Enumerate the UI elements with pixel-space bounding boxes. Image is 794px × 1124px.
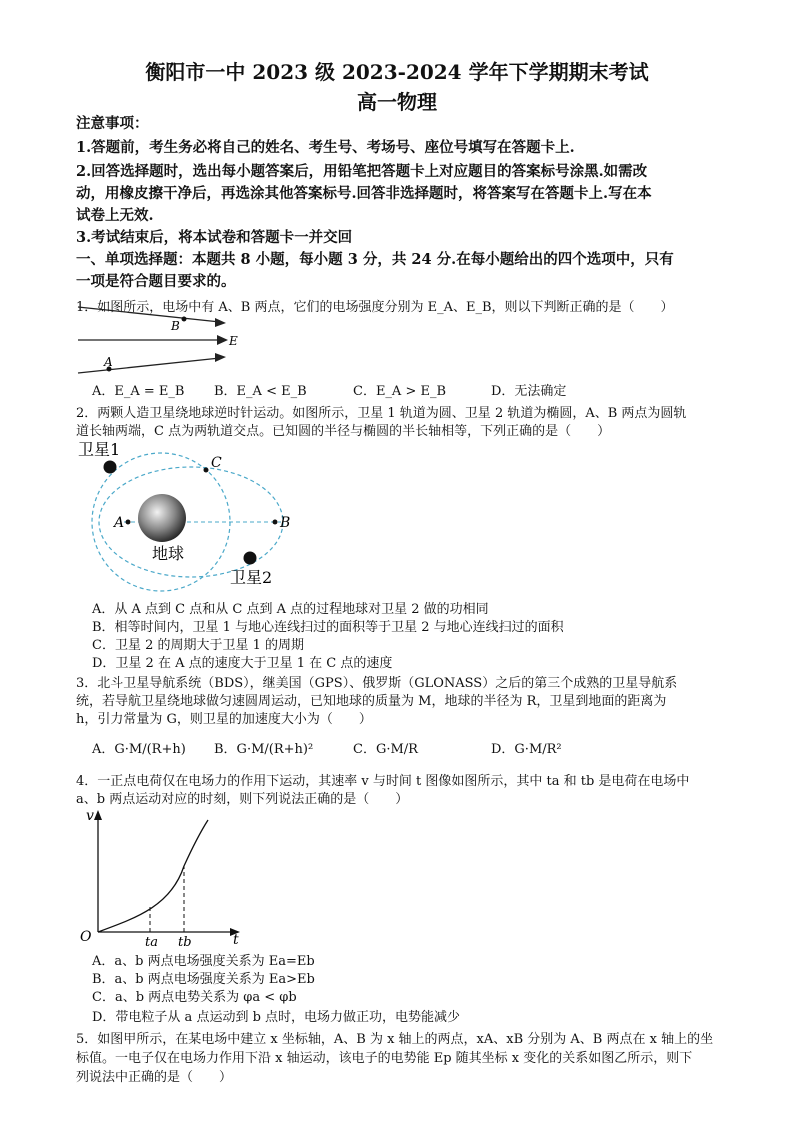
section-1-heading: 一、单项选择题：本题共 8 小题，每小题 3 分，共 24 分.在每小题给出的四个选项中，只有 <box>76 251 674 268</box>
q2-point-b <box>273 520 278 525</box>
q2-sat1-label: 卫星1 <box>78 440 121 459</box>
q5-stem-1: 5．如图甲所示，在某电场中建立 x 坐标轴，A、B 为 x 轴上的两点，xA、xB 分别为 A、B 两点在 x 轴上的坐 <box>76 1032 714 1047</box>
q1-option-a: A．E_A = E_B <box>92 384 185 399</box>
q1-option-b: B．E_A < E_B <box>214 384 307 399</box>
q2-orbit-figure <box>76 436 306 596</box>
q2-label-c: C <box>211 455 222 471</box>
q4-v-label: v <box>86 808 94 824</box>
notes-heading: 注意事项： <box>76 115 149 132</box>
q1-stem: 1．如图所示，电场中有 A、B 两点，它们的电场强度分别为 E_A、E_B，则以下判断正确的是（ ） <box>76 300 674 315</box>
q3-stem-2: 统，若导航卫星绕地球做匀速圆周运动，已知地球的质量为 M，地球的半径为 R，卫星到地面的距离为 <box>76 694 667 709</box>
q2-satellite-2 <box>244 552 257 565</box>
q1-field-figure <box>76 303 246 375</box>
note-2-line-2: 动，用橡皮擦干净后，再选涂其他答案标号.回答非选择题时，将答案写在答题卡上.写在本 <box>76 185 652 202</box>
q2-stem-1: 2．两颗人造卫星绕地球逆时针运动。如图所示，卫星 1 轨道为圆、卫星 2 轨道为椭圆，A、B 两点为圆轨 <box>76 406 687 421</box>
q3-stem-3: h，引力常量为 G，则卫星的加速度大小为（ ） <box>76 712 372 727</box>
q2-label-b: B <box>280 515 291 531</box>
q4-option-d: D．带电粒子从 a 点运动到 b 点时，电场力做正功，电势能减少 <box>92 1010 461 1025</box>
q2-stem-2: 道长轴两端，C 点为两轨道交点。已知圆的半径与椭圆的半长轴相等，下列正确的是（ ） <box>76 424 611 439</box>
exam-subject: 高一物理 <box>357 90 437 114</box>
q1-label-b: B <box>171 319 180 333</box>
q4-stem-2: a、b 两点运动对应的时刻，则下列说法正确的是（ ） <box>76 792 409 807</box>
q2-earth <box>138 494 186 542</box>
q2-label-a: A <box>114 515 125 531</box>
q3-option-d: D．G·M/R² <box>491 742 562 757</box>
note-2-line-3: 试卷上无效. <box>76 207 154 224</box>
q1-label-e: E <box>229 334 238 348</box>
q3-option-c: C．G·M/R <box>353 742 418 757</box>
q1-option-d: D．无法确定 <box>491 384 567 399</box>
q2-satellite-1 <box>104 461 117 474</box>
q2-sat2-label: 卫星2 <box>230 568 273 587</box>
q2-option-b: B．相等时间内，卫星 1 与地心连线扫过的面积等于卫星 2 与地心连线扫过的面积 <box>92 620 564 635</box>
q2-option-d: D．卫星 2 在 A 点的速度大于卫星 1 在 C 点的速度 <box>92 656 393 671</box>
q4-option-c: C．a、b 两点电势关系为 φa < φb <box>92 990 297 1005</box>
q4-vt-graph <box>76 806 246 948</box>
q1-option-c: C．E_A > E_B <box>353 384 447 399</box>
section-1-heading-2: 一项是符合题目要求的。 <box>76 273 236 290</box>
q4-option-a: A．a、b 两点电场强度关系为 Ea=Eb <box>92 954 315 969</box>
q2-option-c: C．卫星 2 的周期大于卫星 1 的周期 <box>92 638 305 653</box>
note-1: 1.答题前，考生务必将自己的姓名、考生号、考场号、座位号填写在答题卡上. <box>76 139 575 156</box>
q4-curve <box>98 820 208 932</box>
q2-point-c <box>204 468 209 473</box>
q4-t-label: t <box>233 932 239 948</box>
q5-stem-3: 列说法中正确的是（ ） <box>76 1070 233 1085</box>
q2-earth-label: 地球 <box>152 544 185 563</box>
note-3: 3.考试结束后，将本试卷和答题卡一并交回 <box>76 229 353 246</box>
q1-point-b <box>182 317 187 322</box>
note-2-line-1: 2.回答选择题时，选出每小题答案后，用铅笔把答题卡上对应题目的答案标号涂黑.如需改 <box>76 163 648 180</box>
q3-option-a: A．G·M/(R+h) <box>92 742 186 757</box>
q5-stem-2: 标值。一电子仅在电场力作用下沿 x 轴运动，该电子的电势能 Ep 随其坐标 x 变化的关系如图乙所示，则下 <box>76 1051 693 1066</box>
q4-stem-1: 4．一正点电荷仅在电场力的作用下运动，其速率 v 与时间 t 图像如图所示，其中 ta 和 tb 是电荷在电场中 <box>76 774 690 789</box>
exam-title: 衡阳市一中 2023 级 2023-2024 学年下学期期末考试 <box>145 60 649 84</box>
q3-option-b: B．G·M/(R+h)² <box>214 742 314 757</box>
q3-stem-1: 3．北斗卫星导航系统（BDS），继美国（GPS）、俄罗斯（GLONASS）之后的第三个成熟的卫星导航系 <box>76 676 678 691</box>
q4-ta-label: ta <box>145 935 158 948</box>
q4-option-b: B．a、b 两点电场强度关系为 Ea>Eb <box>92 972 315 987</box>
q2-option-a: A．从 A 点到 C 点和从 C 点到 A 点的过程地球对卫星 2 做的功相同 <box>92 602 489 617</box>
q1-label-a: A <box>104 355 113 369</box>
q4-origin-label: O <box>80 929 92 945</box>
q2-point-a <box>126 520 131 525</box>
q4-tb-label: tb <box>178 935 192 948</box>
